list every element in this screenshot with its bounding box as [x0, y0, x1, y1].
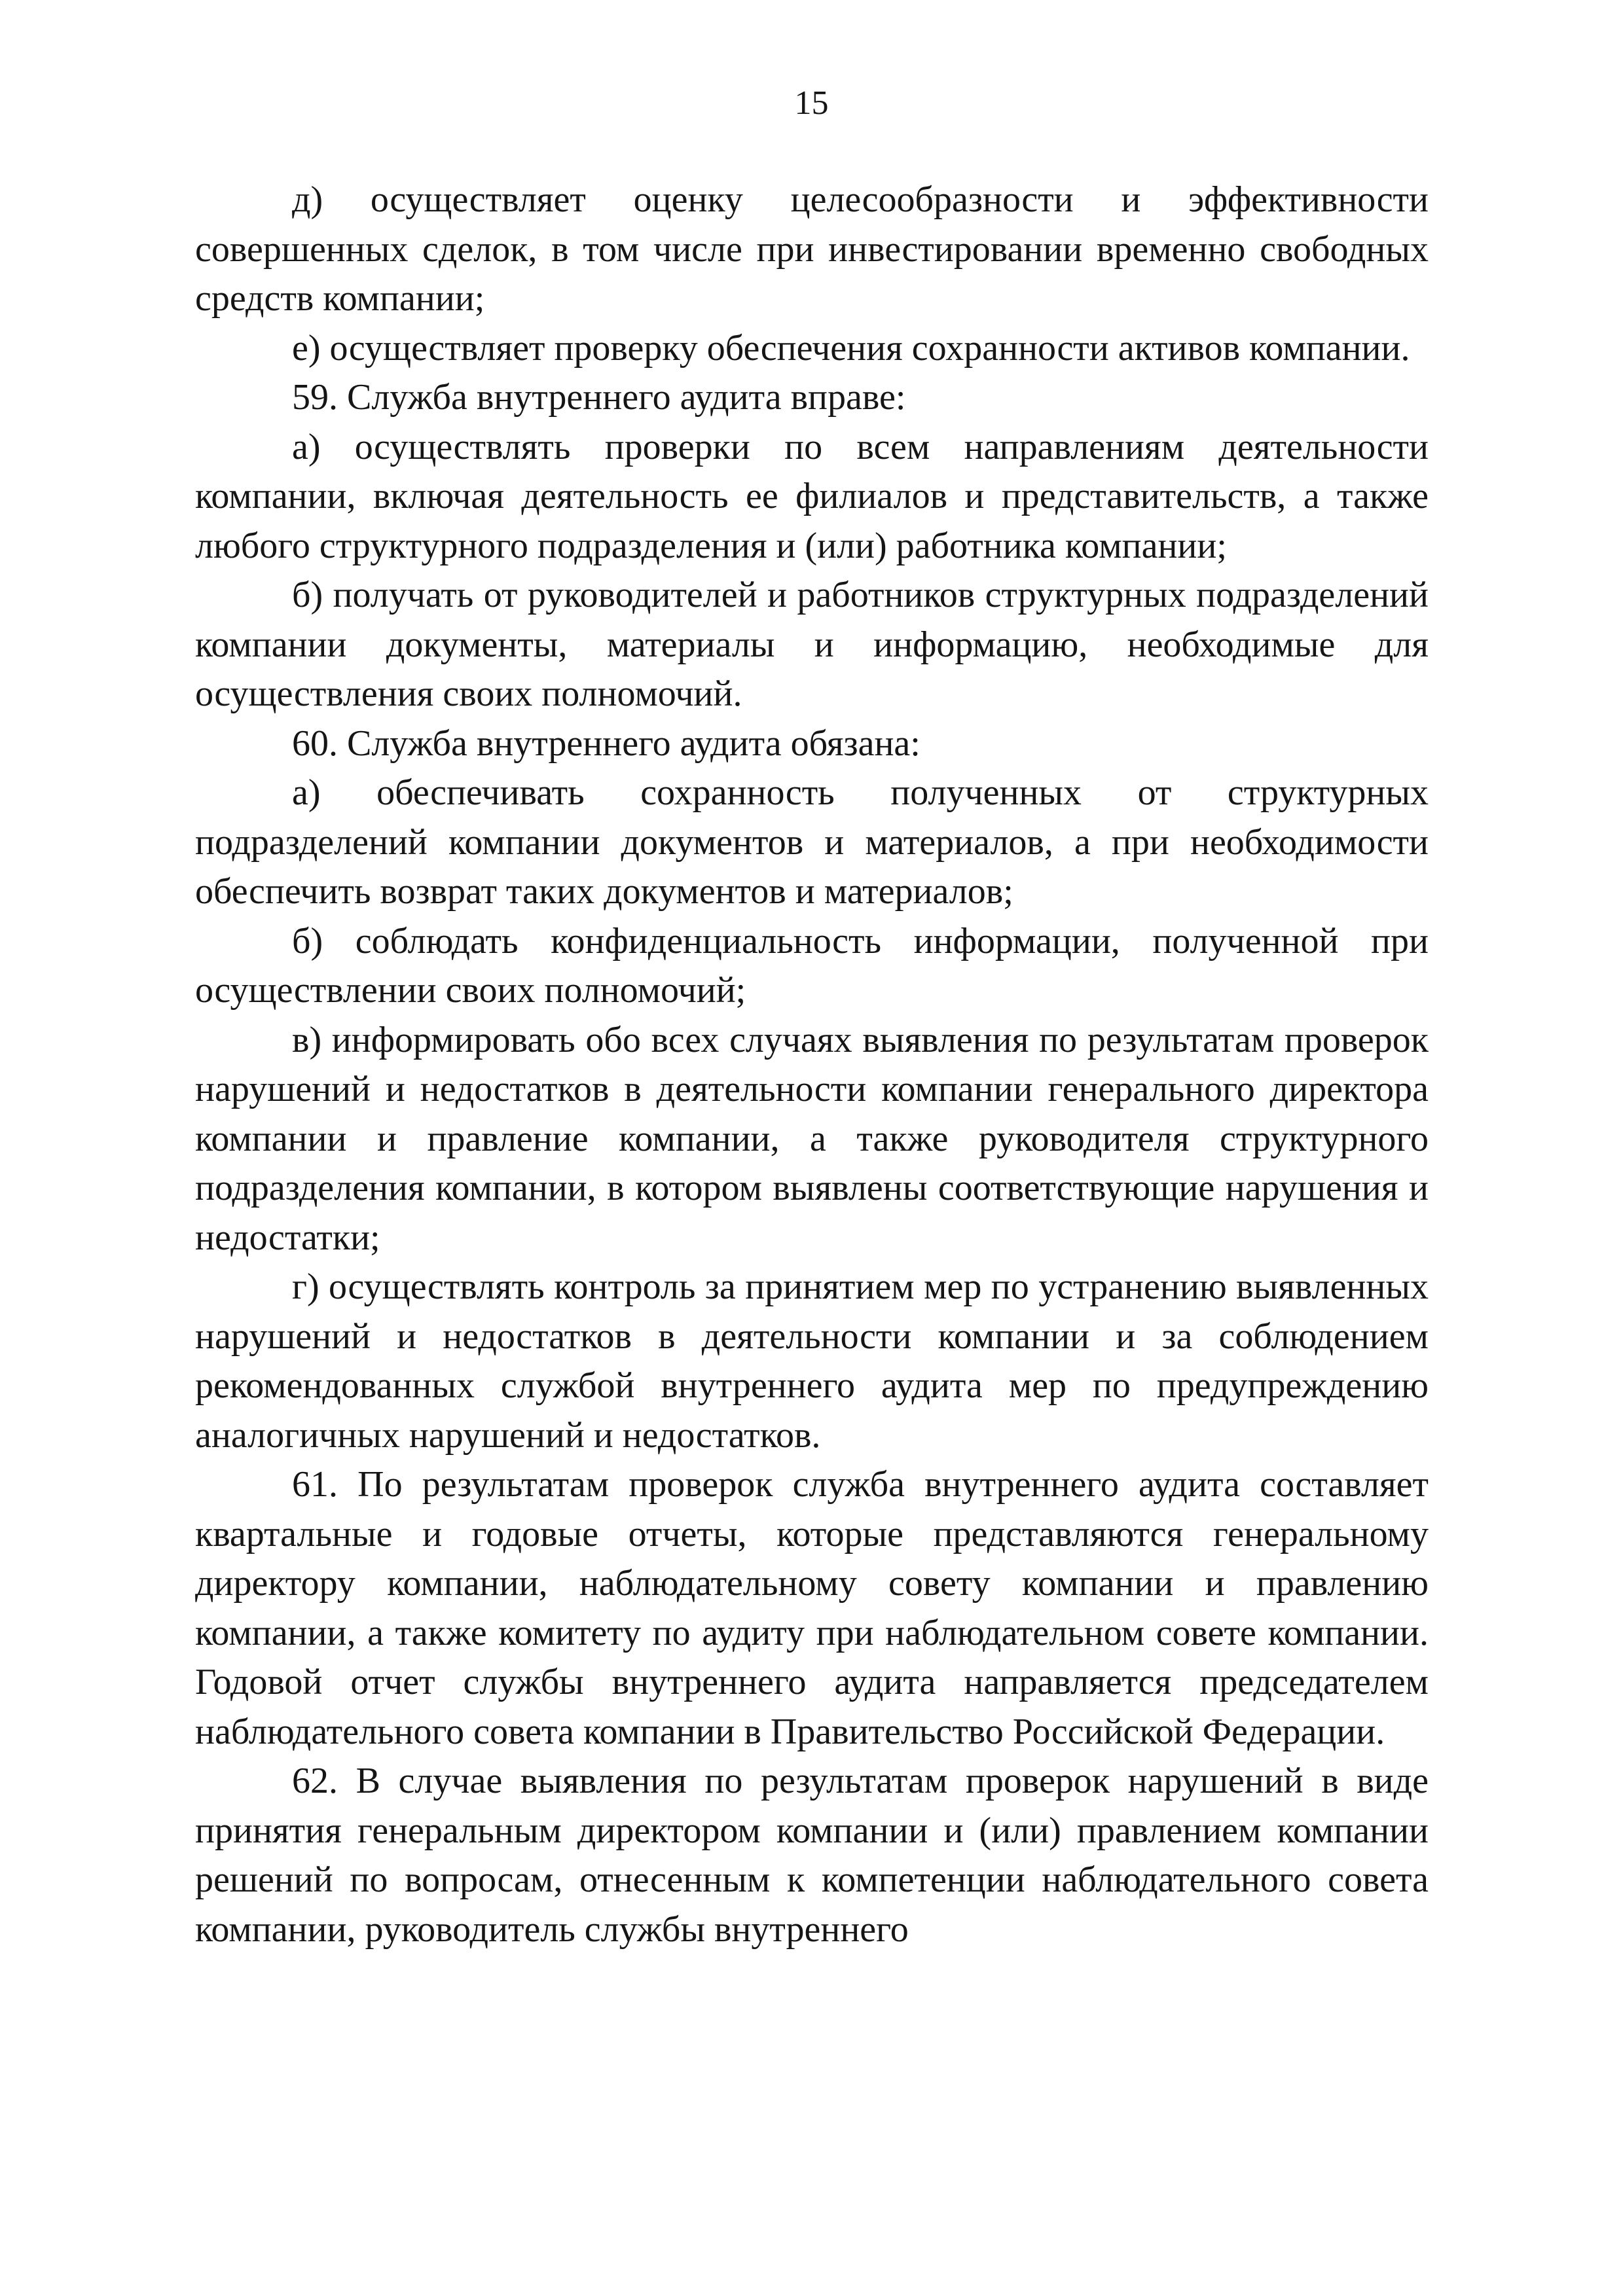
paragraph-clause-60-item-a: а) обеспечивать сохранность полученных от структурных подразделений компании документов и материалов, а при необходимости обеспечить возврат таких документов и материалов;: [195, 772, 1429, 912]
paragraph-clause-60-item-v: в) информировать обо всех случаях выявления по результатам проверок нарушений и недостатков в деятельности компании генерального директора компании и правление компании, а также руководителя структурного подразделения компании, в котором выявлены соответствующие нарушения и недостатки;: [195, 1019, 1429, 1258]
paragraph-clause-60: 60. Служба внутреннего аудита обязана:: [292, 723, 921, 764]
paragraph-clause-60-item-g: г) осуществлять контроль за принятием мер по устранению выявленных нарушений и недостатков в деятельности компании и за соблюдением рекомендованных службой внутреннего аудита мер по предупреждению аналогичных нарушений и недостатков.: [195, 1266, 1429, 1456]
paragraph-item-d: д) осуществляет оценку целесообразности и эффективности совершенных сделок, в том числе при инвестировании временно свободных средств компании;: [195, 179, 1429, 319]
paragraph-clause-59-item-b: б) получать от руководителей и работников структурных подразделений компании документы, материалы и информацию, необходимые для осуществления своих полномочий.: [195, 575, 1429, 714]
paragraph-clause-59-item-a: а) осуществлять проверки по всем направлениям деятельности компании, включая деятельность ее филиалов и представительств, а также любого структурного подразделения и (или) работника компании;: [195, 426, 1429, 566]
paragraph-clause-62: 62. В случае выявления по результатам проверок нарушений в виде принятия генеральным директором компании и (или) правлением компании решений по вопросам, отнесенным к компетенции наблюдательного совета компании, руководитель службы внутреннего: [195, 1761, 1429, 1950]
page-number: 15: [794, 84, 829, 122]
paragraph-clause-61: 61. По результатам проверок служба внутреннего аудита составляет квартальные и годовые отчеты, которые представляются генеральному директору компании, наблюдательному совету компании и правлению компании, а также комитету по аудиту при наблюдательном совете компании. Годовой отчет службы внутреннего аудита направляется председателем наблюдательного совета компании в Правительство Российской Федерации.: [195, 1464, 1429, 1752]
paragraph-item-e: е) осуществляет проверку обеспечения сохранности активов компании.: [292, 327, 1410, 368]
document-body: [195, 175, 1429, 1954]
paragraph-clause-60-item-b: б) соблюдать конфиденциальность информации, полученной при осуществлении своих полномочий;: [195, 920, 1429, 1011]
paragraph-clause-59: 59. Служба внутреннего аудита вправе:: [292, 377, 906, 418]
